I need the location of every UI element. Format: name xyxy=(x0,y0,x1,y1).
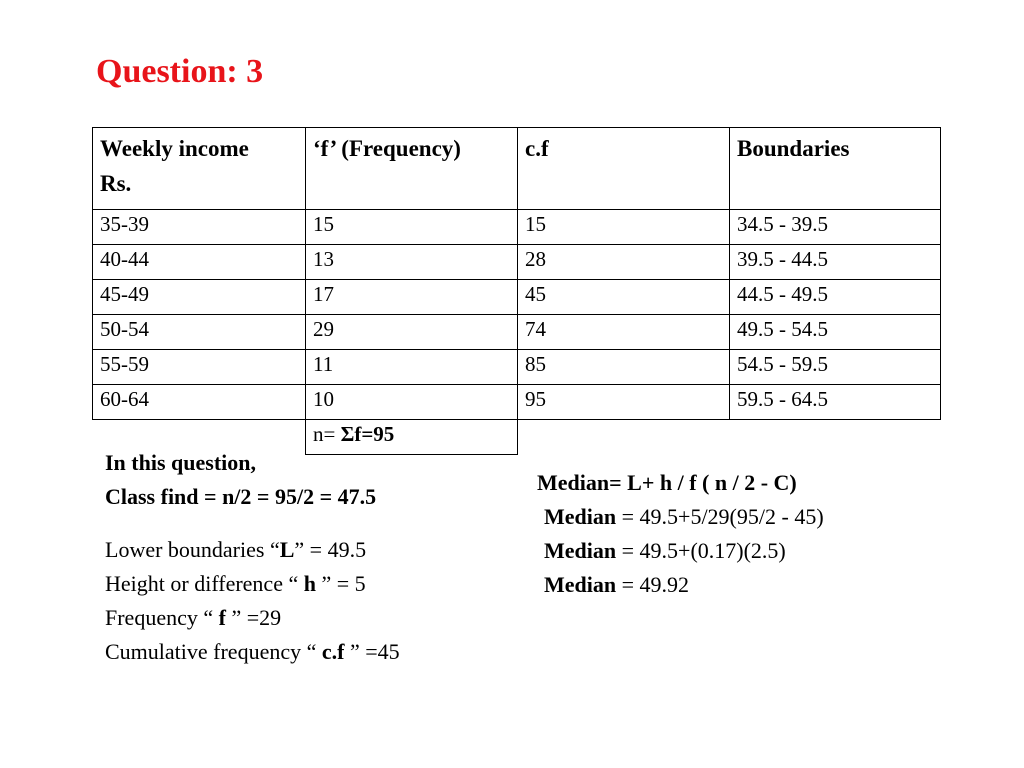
intro-line: In this question, xyxy=(105,450,257,475)
lower-boundary-label: Lower boundaries “ xyxy=(105,537,280,562)
cell-cf: 15 xyxy=(518,210,730,245)
median-label: Median xyxy=(544,538,617,563)
cell-frequency: 11 xyxy=(306,350,518,385)
cell-boundaries: 49.5 - 54.5 xyxy=(730,315,941,350)
class-find-line: Class find = n/2 = 95/2 = 47.5 xyxy=(105,484,377,509)
table-row xyxy=(93,280,941,315)
cell-cf: 28 xyxy=(518,245,730,280)
median-step-1-value: = 49.5+5/29(95/2 - 45) xyxy=(616,504,824,529)
cell-frequency: 29 xyxy=(306,315,518,350)
blank-cell xyxy=(730,420,941,455)
cell-frequency: 10 xyxy=(306,385,518,420)
header-income-line2: Rs. xyxy=(100,171,132,196)
cell-income: 35-39 xyxy=(93,210,306,245)
cell-boundaries: 44.5 - 49.5 xyxy=(730,280,941,315)
median-step-1 xyxy=(537,500,824,534)
median-step-2 xyxy=(537,534,824,568)
header-income-line1: Weekly income xyxy=(100,136,249,161)
median-formula: Median= L+ h / f ( n / 2 - C) xyxy=(537,470,797,495)
given-values-block xyxy=(105,533,400,669)
cell-boundaries: 34.5 - 39.5 xyxy=(730,210,941,245)
cumulative-frequency-label: Cumulative frequency “ xyxy=(105,639,322,664)
header-cf: c.f xyxy=(518,128,730,210)
lower-boundary-line xyxy=(105,533,400,567)
cell-income: 60-64 xyxy=(93,385,306,420)
cell-boundaries: 59.5 - 64.5 xyxy=(730,385,941,420)
height-value: ” = 5 xyxy=(315,571,366,596)
lower-boundary-symbol: L xyxy=(279,537,295,562)
cell-frequency: 15 xyxy=(306,210,518,245)
median-step-2-value: = 49.5+(0.17)(2.5) xyxy=(616,538,786,563)
cell-frequency: 13 xyxy=(306,245,518,280)
height-symbol: h xyxy=(303,571,316,596)
median-label: Median xyxy=(544,504,617,529)
cell-frequency: 17 xyxy=(306,280,518,315)
cell-income: 40-44 xyxy=(93,245,306,280)
cell-income: 50-54 xyxy=(93,315,306,350)
slide-title: Question: 3 xyxy=(96,53,264,90)
header-frequency: ‘f’ (Frequency) xyxy=(306,128,518,210)
cell-cf: 95 xyxy=(518,385,730,420)
table-row xyxy=(93,350,941,385)
cell-boundaries: 39.5 - 44.5 xyxy=(730,245,941,280)
table-row xyxy=(93,245,941,280)
median-step-3-value: = 49.92 xyxy=(616,572,690,597)
header-boundaries: Boundaries xyxy=(730,128,941,210)
cell-cf: 45 xyxy=(518,280,730,315)
table-header-row xyxy=(93,128,941,210)
median-calculation-block xyxy=(537,466,824,602)
median-label: Median xyxy=(544,572,617,597)
total-value: Σf=95 xyxy=(340,422,395,446)
height-line xyxy=(105,567,400,601)
frequency-symbol: f xyxy=(218,605,226,630)
blank-cell xyxy=(518,420,730,455)
frequency-value: ” =29 xyxy=(225,605,282,630)
cumulative-frequency-value: ” =45 xyxy=(344,639,400,664)
frequency-line xyxy=(105,601,400,635)
cell-income: 45-49 xyxy=(93,280,306,315)
cumulative-frequency-symbol: c.f xyxy=(321,639,345,664)
table-row xyxy=(93,385,941,420)
cell-boundaries: 54.5 - 59.5 xyxy=(730,350,941,385)
intro-text-block xyxy=(105,446,376,514)
cell-income: 55-59 xyxy=(93,350,306,385)
frequency-label: Frequency “ xyxy=(105,605,219,630)
cell-cf: 74 xyxy=(518,315,730,350)
median-step-3 xyxy=(537,568,824,602)
height-label: Height or difference “ xyxy=(105,571,304,596)
lower-boundary-value: ” = 49.5 xyxy=(294,537,367,562)
total-prefix: n= xyxy=(313,422,341,446)
table-row xyxy=(93,210,941,245)
header-weekly-income xyxy=(93,128,306,210)
cell-cf: 85 xyxy=(518,350,730,385)
table-row xyxy=(93,315,941,350)
cumulative-frequency-line xyxy=(105,635,400,669)
frequency-table xyxy=(92,127,941,455)
